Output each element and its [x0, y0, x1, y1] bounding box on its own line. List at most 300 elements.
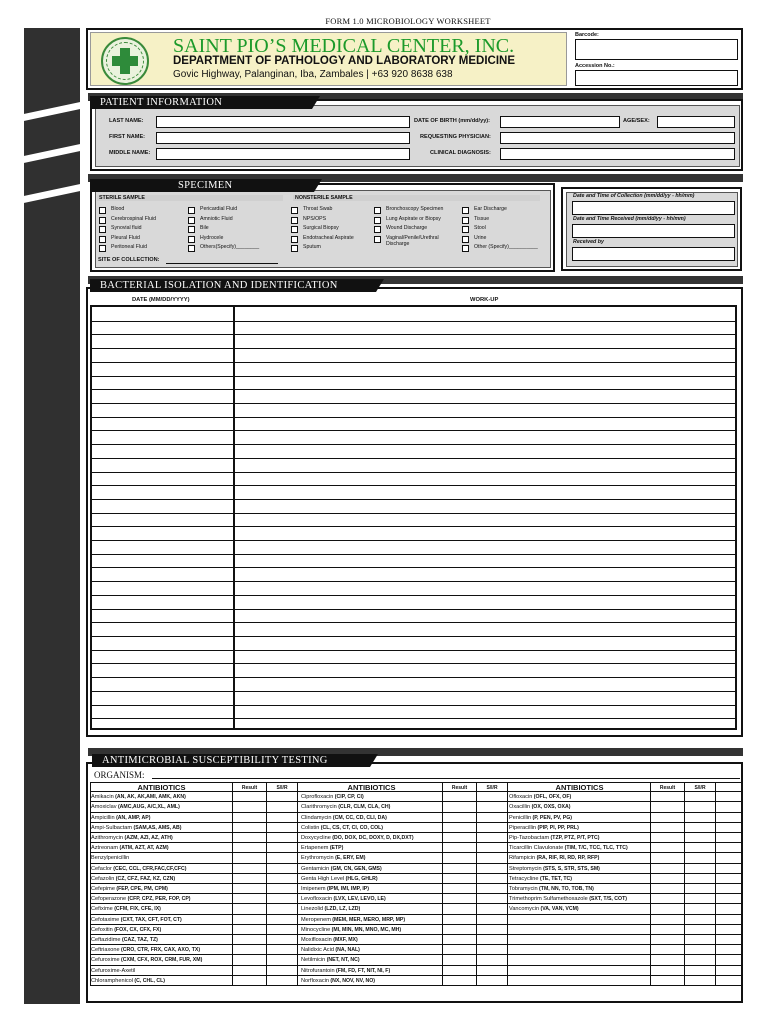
antibiotic-name	[300, 884, 442, 893]
sir-cell[interactable]	[266, 904, 297, 913]
specimen-checkbox[interactable]	[291, 226, 298, 233]
antibiotic-name	[508, 966, 650, 975]
antibiotic-label: Nalidixic Acid	[301, 947, 334, 954]
result-cell[interactable]	[442, 823, 476, 832]
sir-cell[interactable]	[476, 802, 507, 811]
antibiotic-name	[90, 894, 232, 903]
sir-cell[interactable]	[266, 874, 297, 883]
date-cell[interactable]	[94, 596, 232, 608]
workup-cell[interactable]	[237, 349, 735, 361]
sir-cell[interactable]	[476, 792, 507, 801]
sir-cell[interactable]	[476, 843, 507, 852]
workup-cell[interactable]	[237, 706, 735, 718]
date-cell[interactable]	[94, 541, 232, 553]
sir-cell[interactable]	[266, 823, 297, 832]
sir-cell[interactable]	[476, 976, 507, 985]
result-cell[interactable]	[442, 853, 476, 862]
specimen-checkbox[interactable]	[374, 217, 381, 224]
sir-cell[interactable]	[476, 945, 507, 954]
antibiotic-name	[508, 925, 650, 934]
sir-cell[interactable]	[684, 853, 715, 862]
sir-cell[interactable]	[266, 894, 297, 903]
result-cell[interactable]	[442, 833, 476, 842]
sir-cell[interactable]	[684, 864, 715, 873]
result-cell[interactable]	[442, 966, 476, 975]
date-cell[interactable]	[94, 568, 232, 580]
sir-cell[interactable]	[684, 823, 715, 832]
result-cell[interactable]	[650, 874, 684, 883]
result-cell[interactable]	[650, 884, 684, 893]
sir-cell[interactable]	[266, 925, 297, 934]
first-name-field[interactable]	[156, 132, 410, 144]
result-cell[interactable]	[650, 802, 684, 811]
specimen-option-label: Blood	[111, 206, 125, 212]
date-cell[interactable]	[94, 692, 232, 704]
sir-cell[interactable]	[266, 915, 297, 924]
antibiotic-name	[300, 904, 442, 913]
workup-cell[interactable]	[237, 390, 735, 402]
sir-header: S/I/R	[694, 785, 706, 791]
antibiotic-codes: (LVX, LEV, LEVO, LE)	[332, 896, 386, 903]
result-cell[interactable]	[232, 853, 266, 862]
result-cell[interactable]	[232, 792, 266, 801]
date-cell[interactable]	[94, 322, 232, 334]
date-cell[interactable]	[94, 500, 232, 512]
ast-header-row	[90, 782, 741, 792]
sir-cell[interactable]	[684, 894, 715, 903]
antibiotic-codes: (AN, AK, AK,AMI, AMK, AKN)	[113, 794, 186, 801]
specimen-checkbox[interactable]	[291, 236, 298, 243]
date-cell[interactable]	[94, 678, 232, 690]
sir-cell[interactable]	[266, 945, 297, 954]
workup-cell[interactable]	[237, 555, 735, 567]
date-cell[interactable]	[94, 349, 232, 361]
middle-name-field[interactable]	[156, 148, 410, 160]
antibiotic-codes: (PIP, PI, PP, PRL)	[536, 824, 579, 831]
sir-cell[interactable]	[684, 843, 715, 852]
result-cell[interactable]	[650, 813, 684, 822]
antibiotic-label: Cefazolin	[91, 875, 115, 882]
result-cell[interactable]	[442, 904, 476, 913]
nonsterile-sample-heading: NONSTERILE SAMPLE	[293, 195, 540, 201]
workup-cell[interactable]	[237, 431, 735, 443]
specimen-option-label: Vaginal/Penile/Urethral Discharge	[386, 234, 439, 247]
antibiotic-label: Clarithromycin	[301, 804, 337, 811]
antibiotic-label: Ampi-Sulbactam	[91, 824, 133, 831]
result-cell[interactable]	[442, 894, 476, 903]
result-cell[interactable]	[442, 884, 476, 893]
sir-cell[interactable]	[684, 966, 715, 975]
result-cell[interactable]	[232, 884, 266, 893]
sir-cell[interactable]	[266, 813, 297, 822]
antibiotic-name	[508, 853, 650, 862]
specimen-option-label: Throat Swab	[303, 206, 333, 212]
result-cell[interactable]	[232, 894, 266, 903]
antibiotic-codes: (AMC,AUG, A/C,XL, AML)	[116, 804, 180, 811]
antibiotic-label: Ofloxacin	[509, 794, 533, 801]
result-cell[interactable]	[442, 874, 476, 883]
date-cell[interactable]	[94, 664, 232, 676]
antibiotic-name	[508, 823, 650, 832]
antibiotic-label: Linezolid	[301, 906, 324, 913]
result-cell[interactable]	[232, 802, 266, 811]
antibiotic-name	[90, 945, 232, 954]
date-cell[interactable]	[94, 706, 232, 718]
antibiotic-label: Ertapenem	[301, 845, 329, 852]
antibiotic-name	[508, 915, 650, 924]
specimen-option-label: Bile	[200, 225, 209, 231]
workup-cell[interactable]	[237, 459, 735, 471]
date-cell[interactable]	[94, 637, 232, 649]
result-cell[interactable]	[442, 935, 476, 944]
sir-cell[interactable]	[476, 894, 507, 903]
sir-cell[interactable]	[476, 955, 507, 964]
antibiotic-name	[300, 925, 442, 934]
result-cell[interactable]	[650, 955, 684, 964]
antibiotic-label: Piperacillin	[509, 824, 537, 831]
hospital-address: Govic Highway, Palanginan, Iba, Zambales | +63 920 8638 638	[173, 69, 453, 80]
specimen-checkbox[interactable]	[99, 207, 106, 214]
specimen-checkbox[interactable]	[99, 245, 106, 252]
antibiotic-codes: (ETP)	[328, 845, 344, 852]
dob-field[interactable]	[500, 116, 620, 128]
sir-cell[interactable]	[684, 802, 715, 811]
result-cell[interactable]	[232, 955, 266, 964]
antibiotic-codes: (CFM, FIX, CFE, IX)	[112, 906, 161, 913]
specimen-checkbox[interactable]	[462, 245, 469, 252]
specimen-checkbox[interactable]	[188, 226, 195, 233]
specimen-checkbox[interactable]	[374, 236, 381, 243]
workup-cell[interactable]	[237, 500, 735, 512]
date-cell[interactable]	[94, 514, 232, 526]
workup-cell[interactable]	[237, 582, 735, 594]
specimen-checkbox[interactable]	[188, 245, 195, 252]
result-cell[interactable]	[650, 864, 684, 873]
sir-cell[interactable]	[684, 945, 715, 954]
date-cell[interactable]	[94, 404, 232, 416]
result-cell[interactable]	[442, 864, 476, 873]
physician-field[interactable]	[500, 132, 735, 144]
result-cell[interactable]	[232, 935, 266, 944]
sir-cell[interactable]	[684, 935, 715, 944]
antibiotic-label: Gentamicin	[301, 865, 330, 872]
antibiotic-label: Tobramycin	[509, 886, 538, 892]
last-name-field[interactable]	[156, 116, 410, 128]
result-cell[interactable]	[442, 976, 476, 985]
workup-cell[interactable]	[237, 308, 735, 320]
result-cell[interactable]	[650, 894, 684, 903]
antibiotic-codes: (TE, TET, TC)	[538, 875, 572, 882]
ast-column-line	[715, 782, 716, 986]
sir-cell[interactable]	[476, 813, 507, 822]
antibiotic-codes: (P, PEN, PV, PG)	[531, 814, 573, 821]
specimen-checkbox[interactable]	[99, 236, 106, 243]
antibiotic-label: Netilmicin	[301, 957, 326, 964]
sir-cell[interactable]	[684, 925, 715, 934]
sir-cell[interactable]	[684, 976, 715, 985]
specimen-checkbox[interactable]	[462, 207, 469, 214]
sir-cell[interactable]	[266, 884, 297, 893]
workup-cell[interactable]	[237, 445, 735, 457]
collection-time-label: Date and Time of Collection (mm/dd/yy - hh/mm)	[573, 193, 695, 199]
first-name-label: FIRST NAME:	[109, 134, 146, 140]
result-cell[interactable]	[232, 864, 266, 873]
sir-cell[interactable]	[684, 813, 715, 822]
sir-cell[interactable]	[266, 833, 297, 842]
sir-cell[interactable]	[684, 792, 715, 801]
result-cell[interactable]	[232, 904, 266, 913]
antibiotic-label: Ceftazidime	[91, 937, 121, 943]
diagnosis-label: CLINICAL DIAGNOSIS:	[430, 150, 491, 156]
date-cell[interactable]	[94, 418, 232, 430]
workup-cell[interactable]	[237, 473, 735, 485]
ast-row	[90, 935, 741, 945]
site-of-collection-line[interactable]	[166, 263, 278, 264]
date-cell[interactable]	[94, 719, 232, 731]
result-cell[interactable]	[650, 833, 684, 842]
workup-cell[interactable]	[237, 637, 735, 649]
result-cell[interactable]	[442, 955, 476, 964]
collection-time-field[interactable]	[572, 201, 735, 215]
antibiotic-codes: (CL, CS, CT, CI, CO, COL)	[319, 824, 384, 831]
sir-cell[interactable]	[476, 874, 507, 883]
sir-cell[interactable]	[684, 915, 715, 924]
result-cell[interactable]	[650, 935, 684, 944]
result-cell[interactable]	[232, 915, 266, 924]
sir-cell[interactable]	[266, 955, 297, 964]
result-cell[interactable]	[650, 915, 684, 924]
result-cell[interactable]	[232, 843, 266, 852]
antibiotic-codes: (SXT, T/S, COT)	[587, 896, 627, 903]
specimen-checkbox[interactable]	[99, 226, 106, 233]
workup-cell[interactable]	[237, 719, 735, 731]
antibiotic-name	[90, 833, 232, 842]
site-of-collection-label: SITE OF COLLECTION:	[98, 257, 160, 263]
ast-column-line	[684, 782, 685, 986]
sir-cell[interactable]	[266, 843, 297, 852]
specimen-checkbox[interactable]	[462, 226, 469, 233]
workup-cell[interactable]	[237, 527, 735, 539]
sir-cell[interactable]	[684, 884, 715, 893]
specimen-checkbox[interactable]	[291, 245, 298, 252]
sir-cell[interactable]	[266, 976, 297, 985]
specimen-checkbox[interactable]	[188, 207, 195, 214]
workup-cell[interactable]	[237, 596, 735, 608]
result-cell[interactable]	[232, 823, 266, 832]
result-cell[interactable]	[232, 976, 266, 985]
sir-cell[interactable]	[476, 833, 507, 842]
result-cell[interactable]	[650, 853, 684, 862]
date-column-header: DATE (MM/DD/YYYY)	[132, 297, 190, 303]
received-time-field[interactable]	[572, 224, 735, 238]
ast-row	[90, 945, 741, 955]
result-cell[interactable]	[232, 833, 266, 842]
workup-column-header: WORK-UP	[470, 297, 499, 303]
antibiotic-name	[90, 955, 232, 964]
specimen-checkbox[interactable]	[188, 236, 195, 243]
workup-cell[interactable]	[237, 541, 735, 553]
age-sex-field[interactable]	[657, 116, 735, 128]
workup-cell[interactable]	[237, 486, 735, 498]
specimen-checkbox[interactable]	[374, 207, 381, 214]
workup-cell[interactable]	[237, 514, 735, 526]
result-cell[interactable]	[232, 813, 266, 822]
workup-cell[interactable]	[237, 664, 735, 676]
result-cell[interactable]	[650, 823, 684, 832]
date-cell[interactable]	[94, 308, 232, 320]
result-cell[interactable]	[650, 792, 684, 801]
specimen-option-label: Other (Specify)__________	[474, 244, 538, 250]
date-cell[interactable]	[94, 582, 232, 594]
sir-cell[interactable]	[476, 853, 507, 862]
specimen-checkbox[interactable]	[291, 207, 298, 214]
antibiotic-label: Ceftriaxone	[91, 947, 120, 954]
workup-cell[interactable]	[237, 678, 735, 690]
sir-cell[interactable]	[476, 884, 507, 893]
antibiotic-name	[90, 823, 232, 832]
specimen-checkbox[interactable]	[291, 217, 298, 224]
date-cell[interactable]	[94, 363, 232, 375]
antibiotic-label: Penicillin	[509, 814, 532, 821]
antibiotic-name	[90, 853, 232, 862]
sir-cell[interactable]	[476, 864, 507, 873]
sir-cell[interactable]	[476, 823, 507, 832]
sir-cell[interactable]	[476, 935, 507, 944]
antibiotic-label: Cefepime	[91, 886, 115, 892]
antibiotic-name	[508, 864, 650, 873]
sir-cell[interactable]	[684, 955, 715, 964]
sir-cell[interactable]	[684, 904, 715, 913]
result-cell[interactable]	[650, 966, 684, 975]
antibiotic-name	[300, 823, 442, 832]
sir-cell[interactable]	[266, 802, 297, 811]
organism-field-line[interactable]	[152, 778, 740, 779]
date-cell[interactable]	[94, 459, 232, 471]
antibiotic-name	[300, 894, 442, 903]
date-cell[interactable]	[94, 610, 232, 622]
diagnosis-field[interactable]	[500, 148, 735, 160]
antibiotic-name	[300, 813, 442, 822]
result-cell[interactable]	[442, 925, 476, 934]
workup-cell[interactable]	[237, 651, 735, 663]
sir-cell[interactable]	[476, 966, 507, 975]
specimen-checkbox[interactable]	[374, 226, 381, 233]
sir-cell[interactable]	[684, 833, 715, 842]
result-cell[interactable]	[442, 945, 476, 954]
specimen-checkbox[interactable]	[188, 217, 195, 224]
workup-cell[interactable]	[237, 610, 735, 622]
sir-cell[interactable]	[266, 935, 297, 944]
workup-cell[interactable]	[237, 404, 735, 416]
result-cell[interactable]	[232, 945, 266, 954]
sir-cell[interactable]	[266, 853, 297, 862]
result-cell[interactable]	[650, 843, 684, 852]
antibiotic-name	[90, 925, 232, 934]
date-cell[interactable]	[94, 390, 232, 402]
specimen-checkbox[interactable]	[99, 217, 106, 224]
specimen-option-label: Pleural Fluid	[111, 234, 140, 241]
sir-cell[interactable]	[476, 925, 507, 934]
antibiotic-name	[300, 945, 442, 954]
received-by-field[interactable]	[572, 247, 735, 261]
antibiotic-label: Cefotaxime	[91, 916, 120, 923]
accession-field[interactable]	[575, 70, 738, 86]
barcode-field[interactable]	[575, 39, 738, 60]
result-cell[interactable]	[442, 915, 476, 924]
patient-panel	[95, 105, 740, 167]
antibiotic-label: Ampicillin	[91, 814, 115, 821]
date-cell[interactable]	[94, 555, 232, 567]
date-cell[interactable]	[94, 473, 232, 485]
antibiotic-name	[90, 976, 232, 985]
date-cell[interactable]	[94, 377, 232, 389]
workup-cell[interactable]	[237, 623, 735, 635]
hospital-header	[86, 28, 743, 90]
workup-cell[interactable]	[237, 568, 735, 580]
antibiotic-codes: (CEC, CCL, CFR,FAC,CF,CFC)	[111, 865, 187, 872]
date-cell[interactable]	[94, 335, 232, 347]
result-cell[interactable]	[650, 945, 684, 954]
sir-cell[interactable]	[476, 904, 507, 913]
result-cell[interactable]	[442, 792, 476, 801]
sir-cell[interactable]	[266, 792, 297, 801]
date-cell[interactable]	[94, 623, 232, 635]
result-cell[interactable]	[442, 802, 476, 811]
date-cell[interactable]	[94, 486, 232, 498]
antibiotic-codes: (HLG, GHLR)	[344, 875, 378, 882]
date-cell[interactable]	[94, 527, 232, 539]
specimen-checkbox[interactable]	[462, 236, 469, 243]
result-cell[interactable]	[232, 966, 266, 975]
specimen-checkbox[interactable]	[462, 217, 469, 224]
sir-header: S/I/R	[276, 785, 288, 791]
result-cell[interactable]	[442, 813, 476, 822]
sir-cell[interactable]	[266, 864, 297, 873]
sir-cell[interactable]	[476, 915, 507, 924]
sir-cell[interactable]	[684, 874, 715, 883]
result-cell[interactable]	[442, 843, 476, 852]
result-cell[interactable]	[232, 874, 266, 883]
antibiotic-codes: (LZD, LZ, LZD)	[323, 906, 361, 913]
accession-label: Accession No.:	[575, 63, 615, 69]
workup-cell[interactable]	[237, 692, 735, 704]
left-decorative-bar	[24, 28, 80, 1004]
ast-row	[90, 884, 741, 894]
result-cell[interactable]	[650, 904, 684, 913]
antibiotic-label: Erythromycin	[301, 855, 334, 862]
antibiotic-label: Norfloxacin	[301, 977, 329, 984]
antibiotic-label: Benzylpenicillin	[91, 855, 130, 862]
specimen-section-title: SPECIMEN	[90, 179, 314, 192]
sir-cell[interactable]	[266, 966, 297, 975]
ast-row	[90, 843, 741, 853]
workup-cell[interactable]	[237, 322, 735, 334]
result-cell[interactable]	[232, 925, 266, 934]
workup-cell[interactable]	[237, 363, 735, 375]
workup-cell[interactable]	[237, 377, 735, 389]
workup-cell[interactable]	[237, 418, 735, 430]
result-cell[interactable]	[650, 976, 684, 985]
result-cell[interactable]	[650, 925, 684, 934]
antibiotic-codes: (FM, FD, FT, NIT, NI, F)	[334, 967, 391, 974]
antibiotic-codes: (CXM, CFX, ROX, CRM, FUR, XM)	[119, 957, 203, 964]
date-cell[interactable]	[94, 651, 232, 663]
date-cell[interactable]	[94, 445, 232, 457]
date-cell[interactable]	[94, 431, 232, 443]
dob-label: DATE OF BIRTH (mm/dd/yy):	[414, 118, 491, 124]
workup-cell[interactable]	[237, 335, 735, 347]
antibiotic-codes: (GM, CN, GEN, GMS)	[329, 865, 382, 872]
